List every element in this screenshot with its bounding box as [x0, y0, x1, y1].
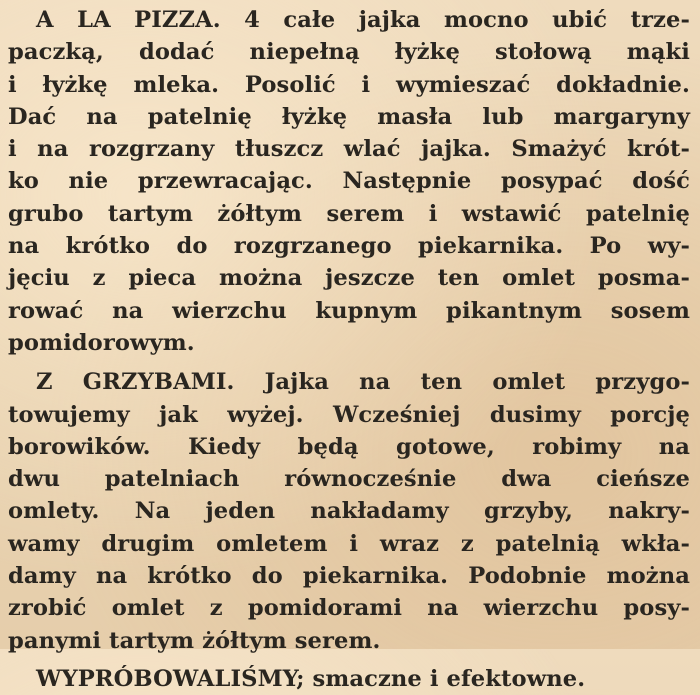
text-line: i na rozgrzany tłuszcz wlać jajka. Smażyć krót- [8, 136, 690, 163]
text-line: na krótko do rozgrzanego piekarnika. Po wy- [8, 233, 690, 260]
text-line: i łyżkę mleka. Posolić i wymieszać dokładnie. [8, 71, 690, 98]
text-line: zrobić omlet z pomidorami na wierzchu posy- [8, 595, 690, 622]
recipe-a-la-pizza [8, 4, 690, 359]
text-line: paczką, dodać niepełną łyżkę stołową mąki [8, 39, 690, 66]
recipe-z-grzybami [8, 366, 690, 657]
text-line: Dać na patelnię łyżkę masła lub margaryny [8, 103, 690, 130]
verdict-paragraph [8, 657, 690, 695]
text-line: dwu patelniach równocześnie dwa cieńsze [8, 466, 690, 493]
text-line: borowików. Kiedy będą gotowe, robimy na [8, 433, 690, 460]
text-line: damy na krótko do piekarnika. Podobnie można [8, 563, 690, 590]
text-line: pomidorowym. [8, 329, 195, 356]
text-line: wamy drugim omletem i wraz z patelnią wkła- [8, 530, 690, 557]
text-line: rować na wierzchu kupnym pikantnym sosem [8, 297, 690, 324]
text-line: panymi tartym żółtym serem. [8, 627, 381, 654]
text-line: ko nie przewracając. Następnie posypać dość [8, 168, 690, 195]
text-line: grubo tartym żółtym serem i wstawić patelnię [8, 200, 690, 227]
text-line: A LA PIZZA. 4 całe jajka mocno ubić trze- [36, 7, 690, 33]
text-line: Z GRZYBAMI. Jajka na ten omlet przygo- [36, 369, 690, 396]
text-line: jęciu z pieca można jeszcze ten omlet posma- [8, 265, 690, 292]
text-line: towujemy jak wyżej. Wcześniej dusimy porcję [8, 401, 690, 428]
text-line: WYPRÓBOWALIŚMY; smaczne i efektowne. [36, 665, 586, 692]
text-line: omlety. Na jeden nakładamy grzyby, nakry- [8, 498, 690, 525]
